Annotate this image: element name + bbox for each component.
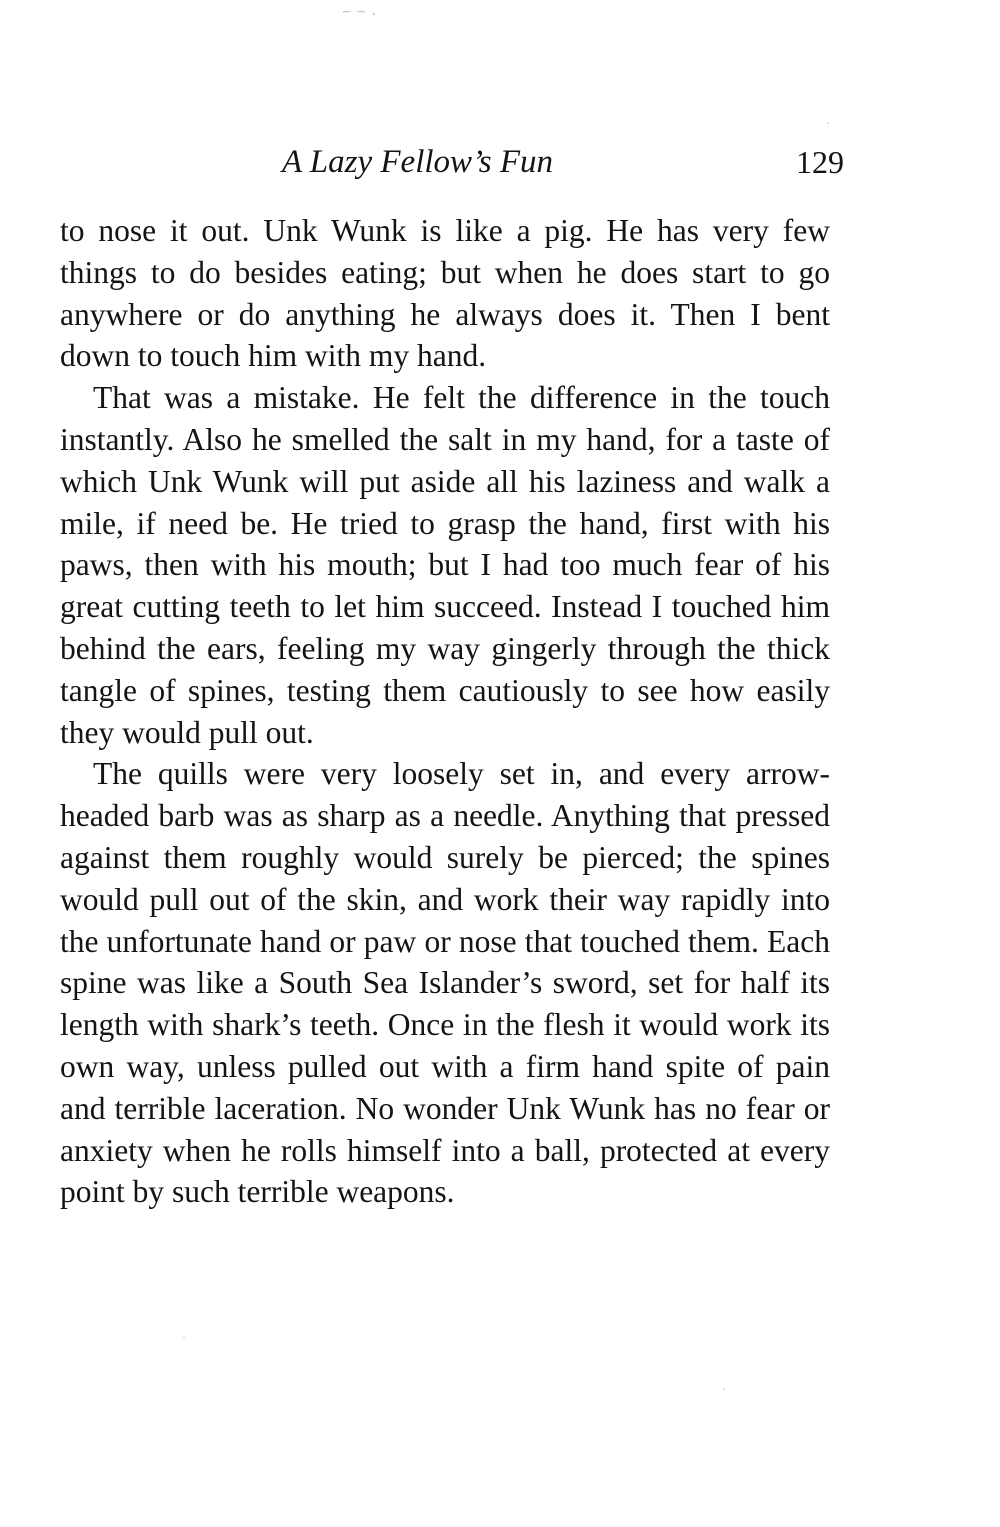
paragraph-3: The quills were very loosely set in, and every arrow-headed barb was as sharp as a needle. Anything that pressed against them roughly would surely be pierced; the spines would pull out of the skin, and work their way rapidly into the unfortunate hand or paw or nose that touched them. Each spine was like a South Sea Islander’s sword, set for half its length with shark’s teeth. Once in the flesh it would work its own way, unless pulled out with a firm hand spite of pain and terrible laceration. No wonder Unk Wunk has no fear or anxiety when he rolls himself into a ball, protected at every point by such terrible weapons. — [60, 756, 830, 1210]
paragraph-1: to nose it out. Unk Wunk is like a pig. He has very few things to do besides eating; but when he does start to go anywhere or do anything he always does it. Then I bent down to touch him with my hand. — [60, 213, 830, 374]
running-title: A Lazy Fellow’s Fun — [282, 144, 554, 180]
running-head — [60, 140, 844, 184]
page-number: 129 — [796, 144, 844, 180]
speck-mark: · — [722, 1382, 726, 1396]
body-text — [60, 210, 830, 1213]
speck-mark: · — [826, 116, 830, 130]
top-margin-mark: – – . — [343, 4, 378, 19]
speck-mark: · — [182, 1330, 186, 1344]
paragraph-2: That was a mistake. He felt the difference in the touch instantly. Also he smelled the salt in my hand, for a taste of which Unk Wunk will put aside all his laziness and walk a mile, if need be. He tried to grasp the hand, first with his paws, then with his mouth; but I had too much fear of his great cutting teeth to let him succeed. Instead I touched him behind the ears, feeling my way gingerly through the thick tangle of spines, testing them cautiously to see how easily they would pull out. — [60, 380, 830, 750]
